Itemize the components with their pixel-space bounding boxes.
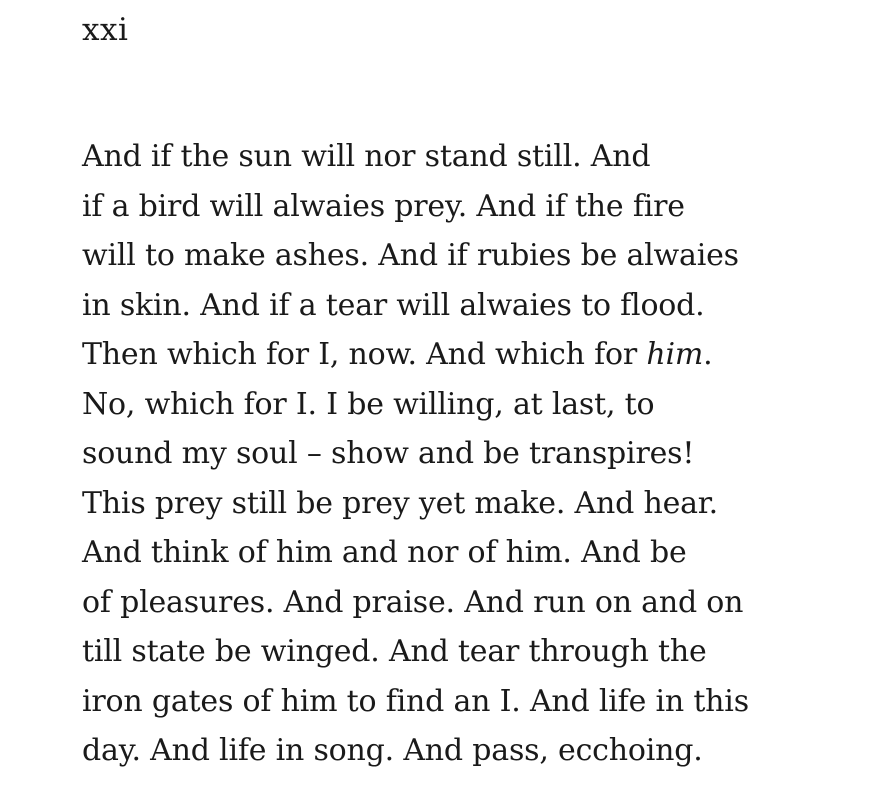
poem-line: till state be winged. And tear through the <box>82 634 707 669</box>
poem-line: iron gates of him to find an I. And life in this <box>82 683 749 719</box>
poem-line: And think of him and nor of him. And be <box>82 535 687 570</box>
page-number: xxi <box>82 12 129 48</box>
poem-line: of pleasures. And praise. And run on and on <box>82 584 744 620</box>
poem-body <box>82 132 749 776</box>
poem-line: will to make ashes. And if rubies be alwaies <box>82 238 739 273</box>
poem-line: No, which for I. I be willing, at last, to <box>82 386 655 422</box>
poem-line: And if the sun will nor stand still. And <box>82 139 651 174</box>
poem-line: This prey still be prey yet make. And hear. <box>82 485 718 521</box>
poem-line: in skin. And if a tear will alwaies to flood. <box>82 287 705 323</box>
poem-line: if a bird will alwaies prey. And if the fire <box>82 188 685 224</box>
poem-line: sound my soul – show and be transpires! <box>82 436 695 471</box>
emphasized-word: him <box>646 337 704 372</box>
poem-line: day. And life in song. And pass, ecchoing. <box>82 733 703 768</box>
poem-line: Then which for I, now. And which for him. <box>82 337 713 372</box>
